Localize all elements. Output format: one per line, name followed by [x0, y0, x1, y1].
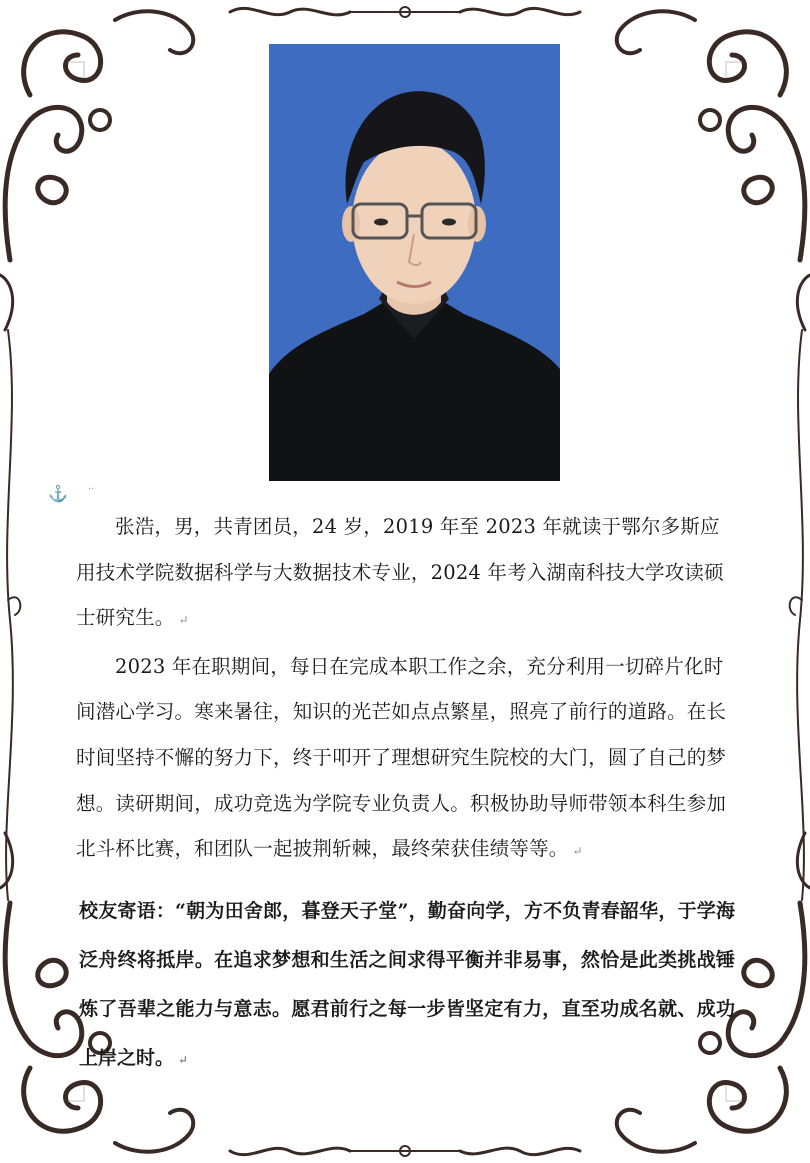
paragraph-mark-icon: ↵: [178, 613, 189, 628]
bio-paragraph-2: [76, 644, 728, 875]
alumni-message-text: 校友寄语：“朝为田舍郎，暮登天子堂”，勤奋向学，方不负青春韶华，于学海泛舟终将抵岸。在追求梦想和生活之间求得平衡并非易事，然恰是此类挑战锤炼了吾辈之能力与意志。愿君前行之每一步皆坚定有力，直至功成名就、成功上岸之时。: [79, 900, 735, 1069]
paragraph-mark-icon: ↵: [572, 844, 583, 859]
portrait-illustration: [269, 44, 560, 481]
left-side-vine: [6, 330, 20, 900]
alumni-message: [79, 887, 735, 1085]
paragraph-mark-icon: ↵: [178, 1053, 189, 1067]
bottom-center-flourish: [230, 1146, 580, 1156]
alumni-message-paragraph: [79, 887, 735, 1085]
format-mark: ··: [88, 484, 95, 495]
corner-ornament-top-left: [0, 11, 193, 330]
bio-paragraph-1: [76, 504, 728, 644]
bio-paragraph-2-text: 2023 年在职期间，每日在完成本职工作之余，充分利用一切碎片化时间潜心学习。寒来暑往，知识的光芒如点点繁星，照亮了前行的道路。在长时间坚持不懈的努力下，终于叩开了理想研究生院校的大门，圆了自己的梦想。读研期间，成功竞选为学院专业负责人。积极协助导师带领本科生参加北斗杯比赛，和团队一起披荆斩棘，最终荣获佳绩等等。: [76, 654, 727, 861]
biography-section: [76, 504, 728, 875]
anchor-icon: ⚓: [48, 484, 68, 503]
portrait-photo: [269, 44, 560, 481]
corner-ornament-top-right: [617, 11, 810, 330]
top-center-flourish: [230, 7, 580, 17]
bio-paragraph-1-text: 张浩，男，共青团员，24 岁，2019 年至 2023 年就读于鄂尔多斯应用技术学院数据科学与大数据技术专业，2024 年考入湖南科技大学攻读硕士研究生。: [76, 515, 724, 630]
right-side-vine: [790, 330, 804, 900]
